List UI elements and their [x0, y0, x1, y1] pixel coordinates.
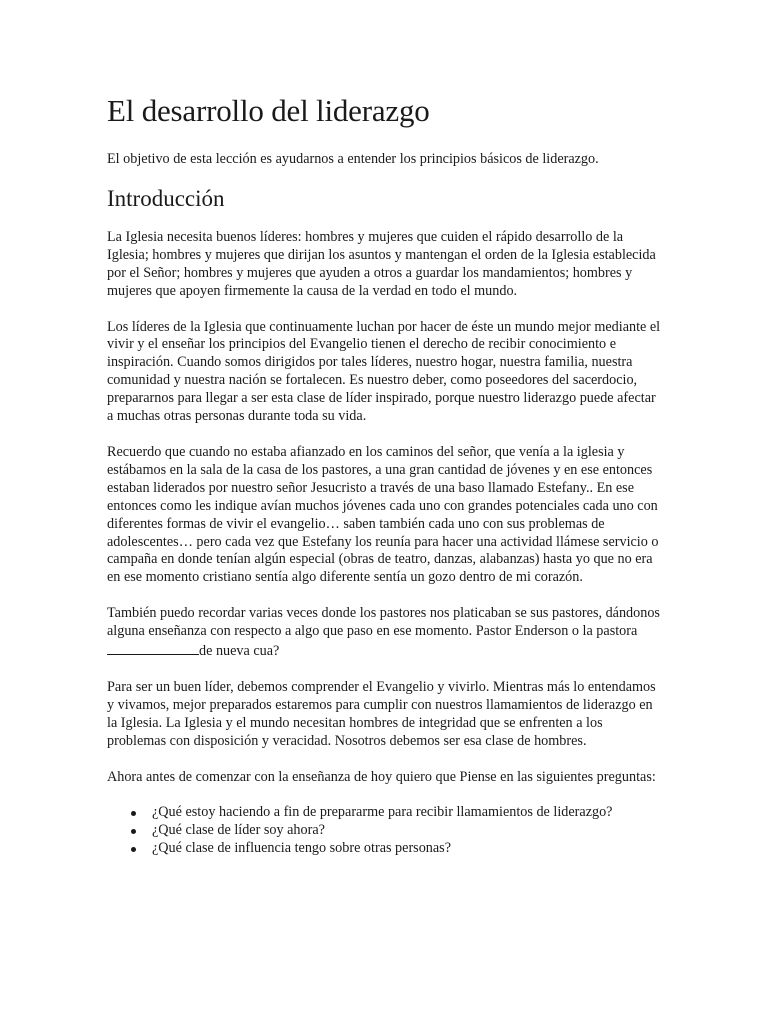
paragraph-1: La Iglesia necesita buenos líderes: hombres y mujeres que cuiden el rápido desarrollo de la Iglesia; hombres y mujeres que dirijan los asuntos y mantengan el orden de la Iglesia establecida por el Señor; hombres y mujeres que ayuden a otros a guardar los mandamientos; hombres y mujeres que apoyen firmemente la causa de la verdad en todo el mundo. [107, 228, 656, 299]
objective-text: El objetivo de esta lección es ayudarnos a entender los principios básicos de liderazgo. [107, 151, 599, 167]
paragraph-4-text: También puedo recordar varias veces donde los pastores nos platicaban se sus pastores, dándonos alguna enseñanza con respecto a algo que paso en ese momento. Pastor Enderson o la pastora [107, 605, 660, 640]
paragraph-6: Ahora antes de comenzar con la enseñanza de hoy quiero que Piense en las siguientes preguntas: [107, 768, 656, 785]
paragraph-5: Para ser un buen líder, debemos comprender el Evangelio y vivirlo. Mientras más lo entendamos y vivamos, mejor preparados estaremos para cumplir con nuestros llamamientos de liderazgo en la Iglesia. La Iglesia y el mundo necesitan hombres de integridad que se enfrenten a los problemas con disposición y veracidad. Nosotros debemos ser esa clase de hombres. [107, 678, 656, 749]
list-item: ¿Qué clase de influencia tengo sobre otras personas? [152, 840, 661, 858]
document-title: El desarrollo del liderazgo [107, 93, 430, 128]
list-item: ¿Qué estoy haciendo a fin de prepararme para recibir llamamientos de liderazgo? [152, 804, 661, 822]
paragraph-4 [107, 605, 663, 661]
paragraph-3: Recuerdo que cuando no estaba afianzado en los caminos del señor, que venía a la iglesia y estábamos en la sala de la casa de los pastores, a una gran cantidad de jóvenes y en ese entonces estaban liderados por nuestro señor Jesucristo a través de una baso llamado Estefany.. En ese entonces como les indique avían muchos jóvenes cada uno con grandes potenciales cada uno con diferentes formas de vivir el evangelio… saben también cada uno con sus problemas de adolescentes… pero cada vez que Estefany los reunía para hacer una actividad llámese servicio o campaña en donde tenían algún especial (obras de teatro, danzas, alabanzas) hasta yo que no era en ese momento cristiano sentía algo diferente sentía un gozo dentro de mi corazón. [107, 443, 659, 586]
list-item: ¿Qué clase de líder soy ahora? [152, 822, 661, 840]
paragraph-4-tail: de nueva cua? [199, 643, 280, 660]
questions-list [107, 804, 661, 858]
section-heading-introduccion: Introducción [107, 185, 225, 211]
fill-in-blank [107, 641, 199, 655]
paragraph-2: Los líderes de la Iglesia que continuamente luchan por hacer de éste un mundo mejor mediante el vivir y el enseñar los principios del Evangelio tienen el derecho de recibir conocimiento e inspiración. Cuando somos dirigidos por tales líderes, nuestro hogar, nuestra familia, nuestra comunidad y nuestra nación se fortalecen. Es nuestro deber, como poseedores del sacerdocio, prepararnos para llegar a ser esta clase de líder inspirado, porque nuestro liderazgo puede afectar a muchas otras personas durante toda su vida. [107, 318, 661, 425]
